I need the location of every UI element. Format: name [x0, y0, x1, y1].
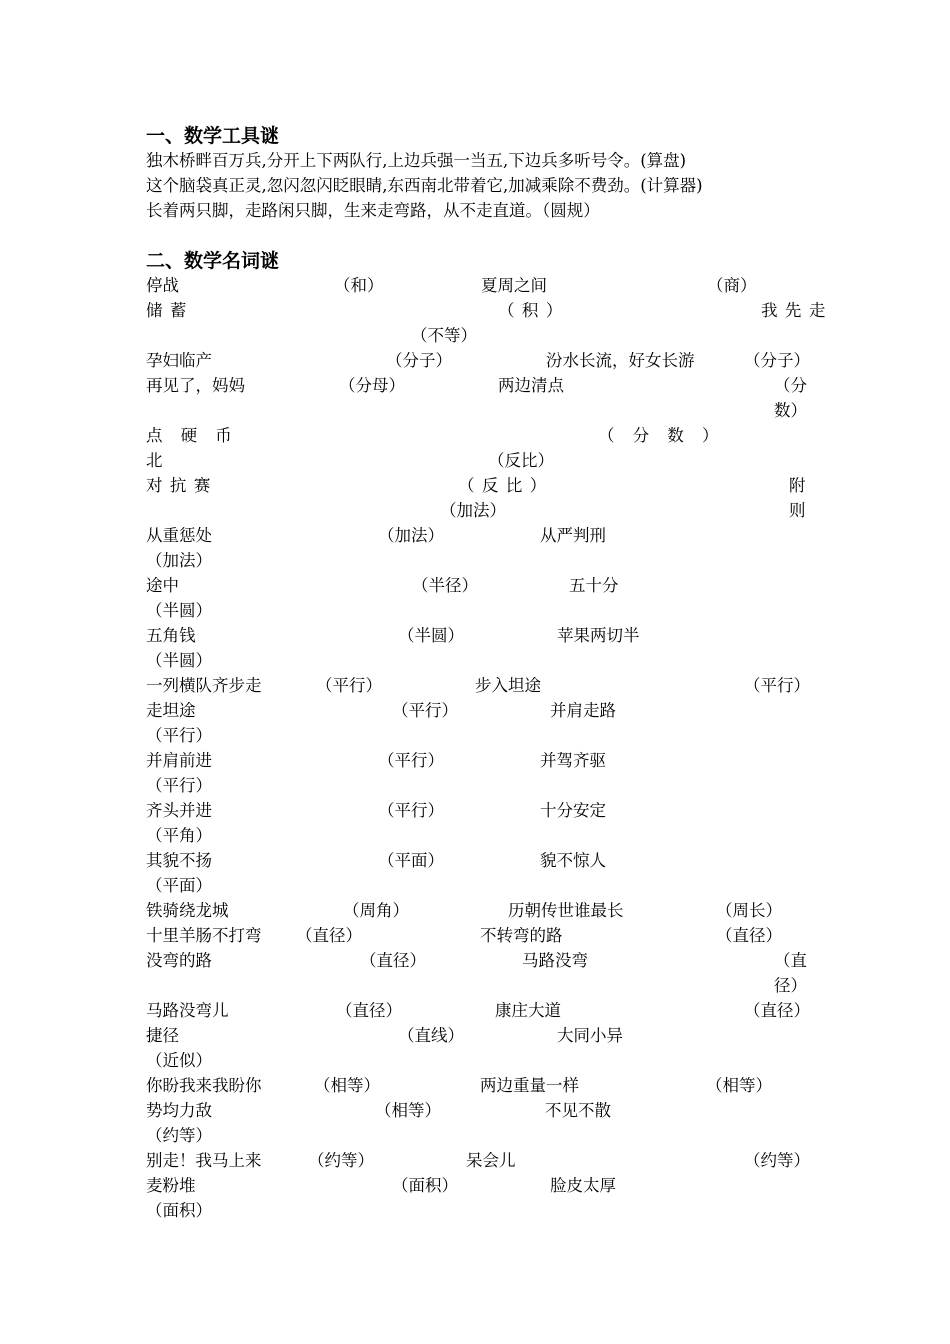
riddle-question: 十里羊肠不打弯 — [146, 926, 262, 945]
riddle-question: 十分安定 — [540, 801, 606, 820]
riddle-question: 马路没弯儿 — [146, 1001, 229, 1020]
riddle-answer: （直线） — [398, 1026, 464, 1045]
riddle-answer: （加法） — [440, 501, 506, 520]
riddle-question: 汾水长流，好女长游 — [546, 351, 695, 370]
riddle-answer: （平行） — [392, 701, 458, 720]
riddle-question: 步入坦途 — [475, 676, 541, 695]
riddle-question: 北 — [146, 451, 163, 470]
riddle-answer: （平行） — [378, 801, 444, 820]
riddle-question: 一列横队齐步走 — [146, 676, 262, 695]
riddle-question: 五十分 — [569, 576, 619, 595]
riddle-answer: （商） — [707, 276, 757, 295]
riddle-answer: （相等） — [706, 1076, 772, 1095]
riddle-answer: （反比） — [458, 476, 554, 495]
riddle-answer: （和） — [334, 276, 384, 295]
riddle-answer: （周长） — [716, 901, 782, 920]
riddle-question: 不见不散 — [545, 1101, 611, 1120]
riddle-answer: （加法） — [146, 551, 212, 570]
riddle-line-compass: 长着两只脚，走路闲只脚，生来走弯路，从不走直道。（圆规） — [146, 201, 600, 220]
riddle-question: 别走！我马上来 — [146, 1151, 262, 1170]
riddle-question: 不转弯的路 — [480, 926, 563, 945]
riddle-question: 我先走 — [761, 301, 833, 320]
riddle-answer: （平行） — [146, 776, 212, 795]
riddle-question: 再见了，妈妈 — [146, 376, 245, 395]
riddle-question: 夏周之间 — [481, 276, 547, 295]
riddle-answer: （直径） — [336, 1001, 402, 1020]
riddle-question: 貌不惊人 — [540, 851, 606, 870]
riddle-answer: （平面） — [146, 876, 212, 895]
riddle-question: 苹果两切半 — [557, 626, 640, 645]
riddle-question: 脸皮太厚 — [550, 1176, 616, 1195]
riddle-question: 呆会儿 — [466, 1151, 516, 1170]
riddle-question: 两边清点 — [498, 376, 564, 395]
riddle-question: 途中 — [146, 576, 179, 595]
riddle-answer: （分子） — [386, 351, 452, 370]
riddle-question: 并肩前进 — [146, 751, 212, 770]
riddle-answer: （直径） — [716, 926, 782, 945]
riddle-answer: （直径） — [744, 1001, 810, 1020]
riddle-line-calculator: 这个脑袋真正灵,忽闪忽闪眨眼睛,东西南北带着它,加减乘除不费劲。(计算器) — [146, 176, 703, 195]
riddle-answer: （平角） — [146, 826, 212, 845]
riddle-answer: （直径） — [360, 951, 426, 970]
riddle-question: 齐头并进 — [146, 801, 212, 820]
riddle-question: 势均力敌 — [146, 1101, 212, 1120]
riddle-answer: （积） — [498, 301, 570, 320]
riddle-answer: （直径） — [774, 951, 807, 995]
riddle-question: 并肩走路 — [550, 701, 616, 720]
riddle-question: 马路没弯 — [522, 951, 588, 970]
riddle-answer: （近似） — [146, 1051, 212, 1070]
riddle-answer: （平行） — [378, 751, 444, 770]
riddle-question: 并驾齐驱 — [540, 751, 606, 770]
riddle-question: 停战 — [146, 276, 179, 295]
riddle-question: 其貌不扬 — [146, 851, 212, 870]
riddle-question: 走坦途 — [146, 701, 196, 720]
riddle-answer: （不等） — [411, 326, 477, 345]
riddle-line-abacus: 独木桥畔百万兵,分开上下两队行,上边兵强一当五,下边兵多听号令。(算盘) — [146, 151, 687, 170]
riddle-answer: （平行） — [316, 676, 382, 695]
riddle-answer: （半圆） — [146, 601, 212, 620]
riddle-answer: （面积） — [146, 1201, 212, 1220]
riddle-answer: （平行） — [146, 726, 212, 745]
riddle-question: 麦粉堆 — [146, 1176, 196, 1195]
riddle-answer: （半圆） — [398, 626, 464, 645]
riddle-question: 两边重量一样 — [480, 1076, 579, 1095]
riddle-answer: （约等） — [308, 1151, 374, 1170]
riddle-answer: （相等） — [375, 1101, 441, 1120]
riddle-answer: （分子） — [744, 351, 810, 370]
riddle-answer: （半径） — [412, 576, 478, 595]
riddle-question: 你盼我来我盼你 — [146, 1076, 262, 1095]
riddle-answer: （半圆） — [146, 651, 212, 670]
riddle-answer: （约等） — [146, 1126, 212, 1145]
riddle-question: 没弯的路 — [146, 951, 212, 970]
riddle-answer: （反比） — [488, 451, 554, 470]
riddle-question: 历朝传世谁最长 — [508, 901, 624, 920]
riddle-question: 孕妇临产 — [146, 351, 212, 370]
riddle-answer: （平行） — [744, 676, 810, 695]
riddle-answer: （分数） — [774, 376, 807, 420]
riddle-answer: （分数） — [598, 426, 737, 445]
riddle-question: 附则 — [789, 476, 806, 520]
riddle-question: 捷径 — [146, 1026, 179, 1045]
riddle-answer: （平面） — [378, 851, 444, 870]
riddle-question: 大同小异 — [557, 1026, 623, 1045]
riddle-answer: （面积） — [392, 1176, 458, 1195]
riddle-question: 储蓄 — [146, 301, 194, 320]
section-1-heading: 一、数学工具谜 — [146, 125, 280, 147]
riddle-answer: （分母） — [339, 376, 405, 395]
riddle-question: 点硬币 — [146, 426, 250, 445]
riddle-answer: （加法） — [378, 526, 444, 545]
riddle-answer: （直径） — [296, 926, 362, 945]
riddle-question: 五角钱 — [146, 626, 196, 645]
riddle-question: 从严判刑 — [540, 526, 606, 545]
riddle-question: 从重惩处 — [146, 526, 212, 545]
riddle-answer: （约等） — [744, 1151, 810, 1170]
riddle-answer: （相等） — [314, 1076, 380, 1095]
riddle-question: 对抗赛 — [146, 476, 218, 495]
section-2-heading: 二、数学名词谜 — [146, 250, 280, 272]
riddle-answer: （周角） — [343, 901, 409, 920]
riddle-question: 康庄大道 — [495, 1001, 561, 1020]
riddle-question: 铁骑绕龙城 — [146, 901, 229, 920]
